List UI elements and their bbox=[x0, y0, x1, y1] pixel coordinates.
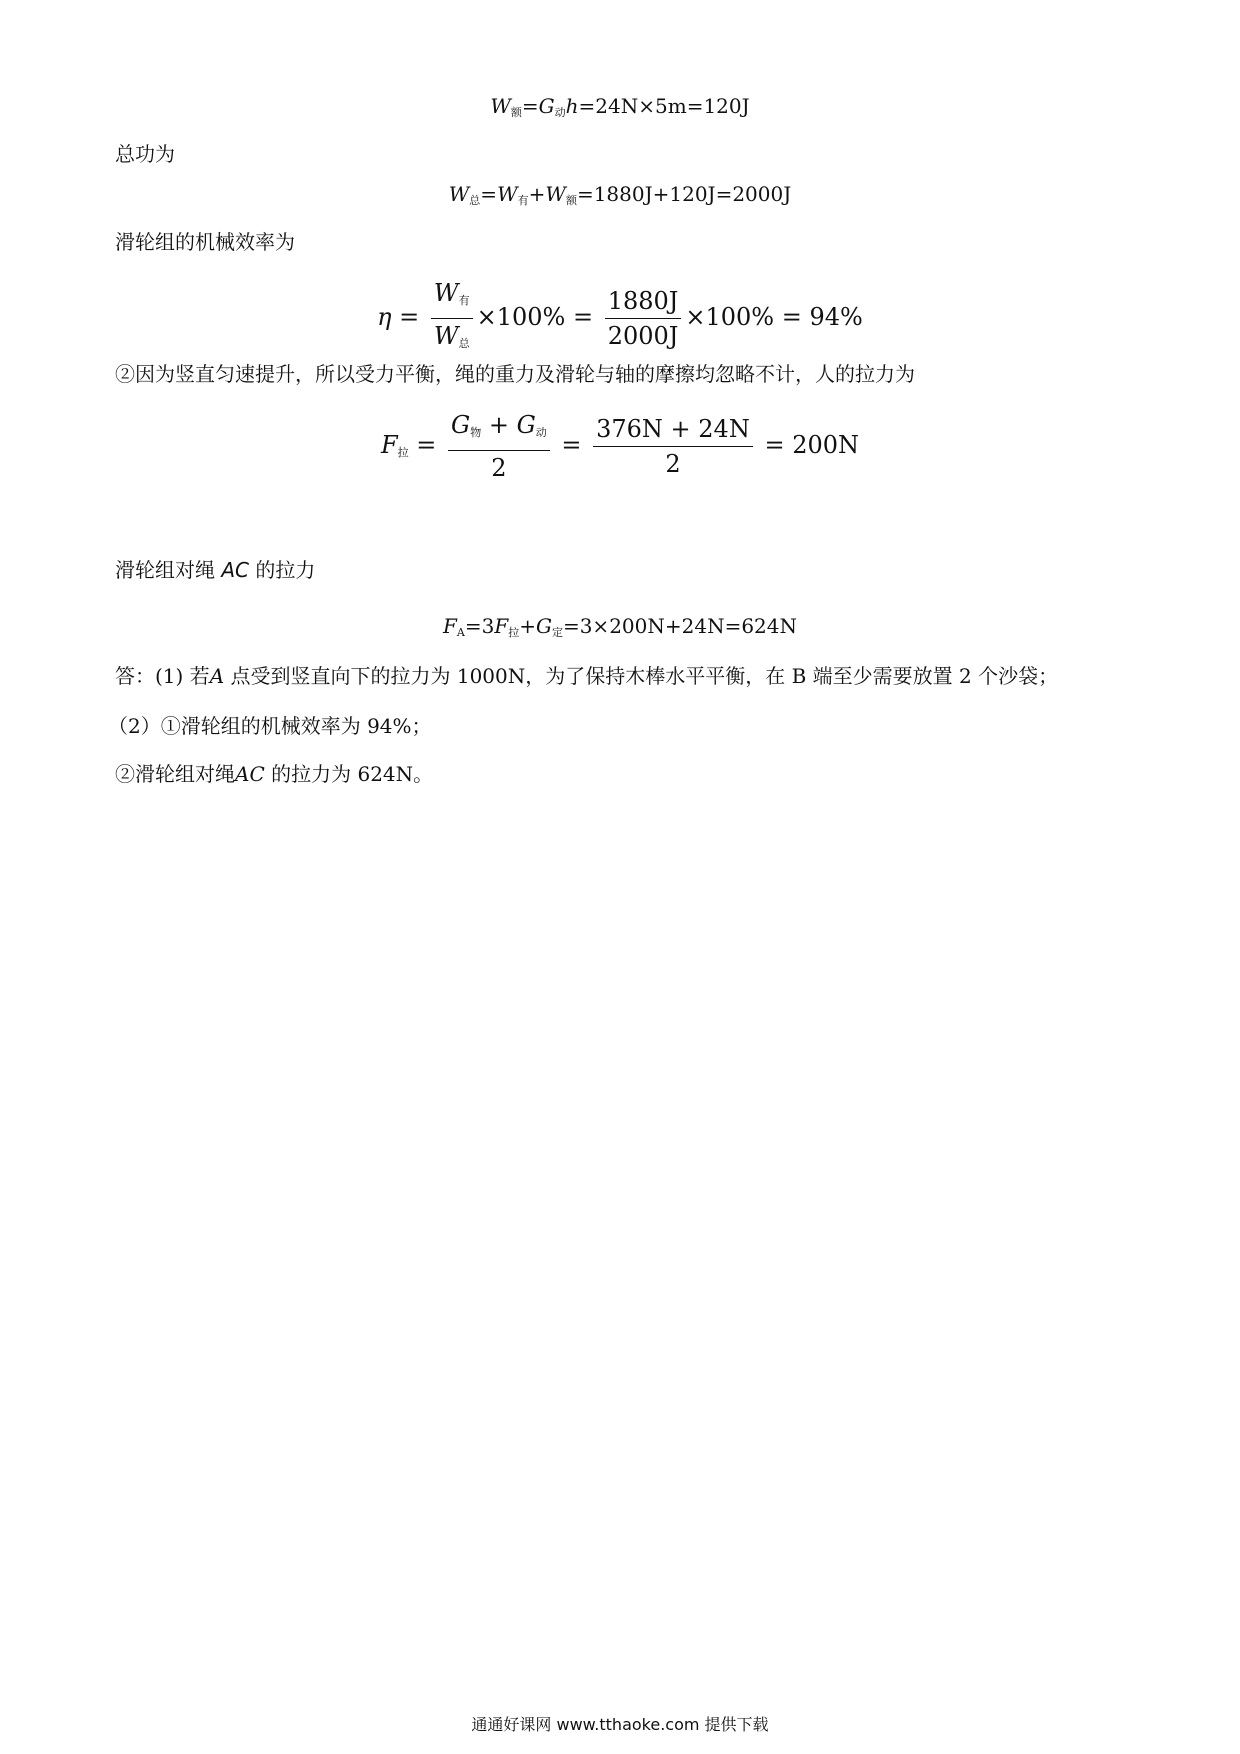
plus: + bbox=[528, 182, 546, 206]
symbol-f: F bbox=[442, 614, 457, 638]
pull-result: = 200N bbox=[756, 431, 860, 459]
symbol-g: G bbox=[516, 411, 536, 439]
equation-rest: =24N×5m=120J bbox=[578, 94, 750, 118]
equals: =3 bbox=[464, 614, 495, 638]
fraction-g-sum-over-2 bbox=[448, 410, 550, 483]
equals: = bbox=[553, 431, 590, 459]
fraction-w-useful-over-total bbox=[431, 278, 473, 359]
subscript: 总 bbox=[458, 337, 470, 350]
text: 点受到竖直向下的拉力为 1000N，为了保持木棒水平平衡，在 B 端至少需要放置 2 个沙袋； bbox=[224, 664, 1059, 688]
rope-force-label bbox=[115, 556, 315, 584]
subscript: 额 bbox=[565, 194, 577, 207]
subscript: 有 bbox=[458, 294, 470, 307]
plus: + bbox=[481, 411, 517, 439]
denominator: 2 bbox=[665, 450, 681, 478]
numerator: 376N + 24N bbox=[596, 415, 750, 443]
efficiency-result: ×100% = 94% bbox=[685, 303, 863, 331]
symbol-ac: AC bbox=[221, 558, 250, 582]
symbol-f: F bbox=[380, 431, 398, 459]
symbol-g: G bbox=[538, 94, 555, 118]
text: 答：(1) 若 bbox=[115, 664, 210, 688]
pull-force-formula bbox=[0, 410, 1240, 483]
symbol-a: A bbox=[209, 664, 225, 688]
subscript: 拉 bbox=[508, 626, 520, 639]
subscript: 动 bbox=[554, 106, 566, 119]
numerator bbox=[448, 410, 550, 450]
text: 的拉力 bbox=[249, 558, 316, 582]
equals: = bbox=[391, 303, 427, 331]
answer-line-2: （2）①滑轮组的机械效率为 94%； bbox=[108, 714, 432, 738]
symbol-ac: AC bbox=[235, 762, 265, 786]
subscript: A bbox=[456, 626, 465, 639]
total-work-equation bbox=[0, 180, 1240, 215]
equals: = bbox=[480, 182, 498, 206]
subscript: 定 bbox=[551, 626, 563, 639]
symbol-w: W bbox=[490, 94, 511, 118]
equation-rest: =3×200N+24N=624N bbox=[562, 614, 798, 638]
times-percent: ×100% = bbox=[476, 303, 601, 331]
answer-line-1 bbox=[115, 662, 1058, 690]
symbol-w: W bbox=[448, 182, 470, 206]
efficiency-label: 滑轮组的机械效率为 bbox=[115, 230, 295, 254]
extra-work-equation bbox=[0, 92, 1240, 127]
subscript: 有 bbox=[517, 194, 529, 207]
text: 滑轮组对绳 bbox=[115, 558, 222, 582]
numerator: 1880J bbox=[607, 287, 679, 315]
symbol-w: W bbox=[545, 182, 566, 206]
answer-line-3 bbox=[115, 760, 433, 788]
text: 的拉力为 624N。 bbox=[264, 762, 434, 786]
text: ②滑轮组对绳 bbox=[115, 762, 235, 786]
symbol-eta: η bbox=[377, 303, 392, 331]
symbol-h: h bbox=[565, 94, 579, 118]
equation-rest: =1880J+120J=2000J bbox=[576, 182, 792, 206]
equals: = bbox=[408, 431, 445, 459]
reason-text: ②因为竖直匀速提升，所以受力平衡，绳的重力及滑轮与轴的摩擦均忽略不计，人的拉力为 bbox=[115, 362, 915, 386]
symbol-f: F bbox=[494, 614, 509, 638]
subscript: 总 bbox=[469, 194, 481, 207]
symbol-w: W bbox=[433, 322, 459, 350]
fraction-1880-over-2000 bbox=[605, 286, 682, 351]
subscript: 拉 bbox=[397, 446, 409, 459]
symbol-g: G bbox=[451, 411, 471, 439]
page-footer: 通通好课网 www.tthaoke.com 提供下载 bbox=[471, 1715, 769, 1734]
subscript: 物 bbox=[470, 426, 482, 439]
denominator bbox=[431, 319, 473, 359]
equals: = bbox=[521, 94, 539, 118]
denominator: 2 bbox=[491, 454, 507, 482]
total-work-label: 总功为 bbox=[115, 142, 175, 166]
efficiency-formula bbox=[0, 278, 1240, 359]
numerator bbox=[431, 278, 473, 318]
fraction-400-over-2 bbox=[593, 414, 753, 479]
denominator: 2000J bbox=[607, 322, 679, 350]
plus: + bbox=[519, 614, 536, 638]
subscript: 动 bbox=[535, 426, 547, 439]
symbol-w: W bbox=[433, 279, 459, 307]
symbol-w: W bbox=[497, 182, 518, 206]
subscript: 额 bbox=[510, 106, 522, 119]
fa-equation bbox=[0, 612, 1240, 647]
symbol-g: G bbox=[535, 614, 552, 638]
